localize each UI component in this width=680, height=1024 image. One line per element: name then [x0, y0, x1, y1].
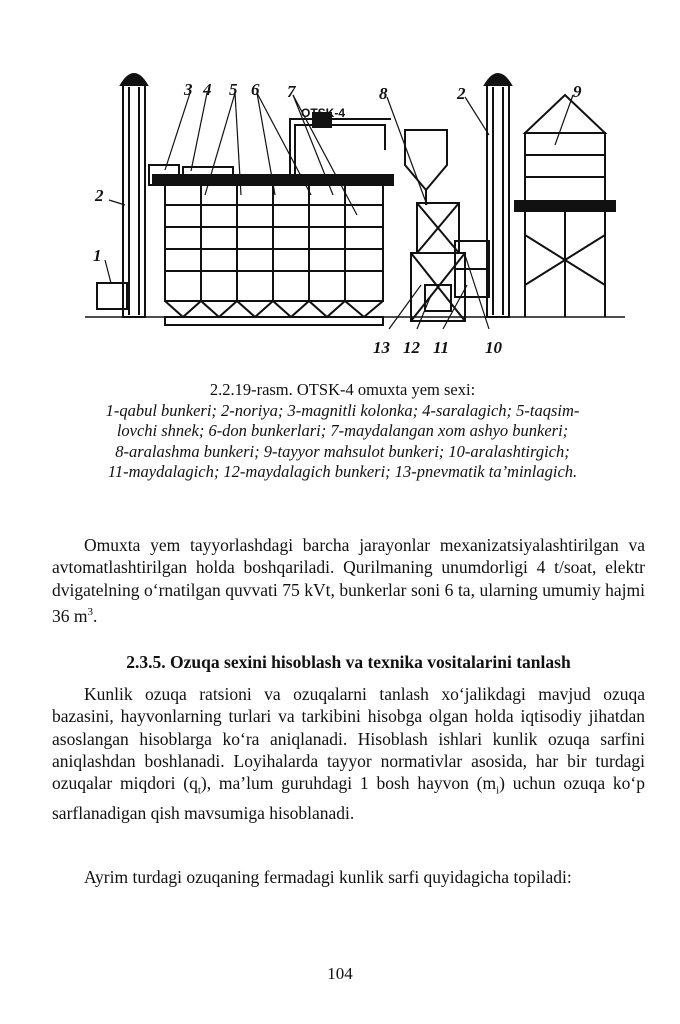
caption-line: lovchi shnek; 6-don bunkerlari; 7-maydalangan xom ashyo bunkeri; [116, 421, 569, 440]
figure-caption [30, 380, 655, 483]
label-2-left: 2 [95, 186, 104, 205]
label-7: 7 [287, 82, 296, 101]
section-heading: 2.3.5. Ozuqa sexini hisoblash va texnika vositalarini tanlash [126, 652, 571, 672]
label-3: 3 [184, 80, 193, 99]
paragraph-1-sup: 3 [87, 605, 93, 618]
label-6: 6 [251, 80, 260, 99]
label-2-right: 2 [457, 84, 466, 103]
paragraph-2-part1: Kunlik ozuqa ratsioni va ozuqalarni tanlash xo‘jalikdagi mavjud ozuqa bazasini, hayvonlarning turlari va tarkibini hisobga olgan holda iqtisodiy jihatdan asoslangan hisoblarga ko‘ra aniqlanadi. Hisoblash ishlari kunlik ozuqa sarfini aniqlashdan boshlanadi. Loyihalarda tayyor normativlar asosida, har bir turdagi ozuqalar miqdori (q [52, 684, 645, 794]
caption-line: 8-aralashma bunkeri; 9-tayyor mahsulot bunkeri; 10-aralashtirgich; [115, 441, 570, 461]
left-elevator [121, 74, 147, 317]
caption-line: 11-maydalagich; 12-maydalagich bunkeri; 13-pnevmatik ta’minlagich. [107, 462, 578, 481]
paragraph-2-part2: ), ma’lum guruhdagi 1 bosh hayvon (m [200, 773, 497, 794]
paragraph-2-sub1: t [197, 784, 201, 797]
page-number: 104 [327, 964, 353, 983]
label-8: 8 [379, 84, 388, 103]
label-12: 12 [403, 338, 420, 357]
otsk4-diagram [85, 55, 625, 367]
grain-bunkers [153, 175, 393, 325]
paragraph-1 [52, 534, 645, 627]
label-9: 9 [573, 82, 582, 101]
label-4: 4 [203, 80, 212, 99]
label-1: 1 [93, 246, 102, 265]
paragraph-3 [52, 866, 645, 888]
label-10: 10 [485, 338, 502, 357]
label-5: 5 [229, 80, 238, 99]
finished-product-bunker [515, 95, 615, 317]
caption-line: 1-qabul bunkeri; 2-noriya; 3-magnitli kolonka; 4-saralagich; 5-taqsim- [105, 400, 580, 420]
paragraph-1-text: Omuxta yem tayyorlashdagi barcha jarayonlar mexanizatsiyalashtirilgan va avtomatlashtirilgan holda boshqariladi. Qurilmaning unumdorligi 4 t/soat, elektr dvigatelning o‘rnatilgan quvvati 75 kVt, bunkerlar soni 6 ta, ularning umumiy hajmi 36 m [52, 535, 645, 626]
paragraph-2 [52, 683, 645, 824]
cyclone [405, 130, 447, 205]
crusher [455, 241, 489, 297]
label-otsk: OTSK-4 [301, 106, 346, 120]
paragraph-2-part3: ) uchun ozuqa ko‘p sarflanadigan qish mavsumiga hisoblanadi. [52, 773, 646, 823]
paragraph-2-sub2: i [496, 784, 500, 797]
label-13: 13 [373, 338, 390, 357]
paragraph-3-text: Ayrim turdagi ozuqaning fermadagi kunlik sarfi quyidagicha topiladi: [84, 867, 572, 887]
paragraph-1-end: . [93, 605, 98, 626]
caption-title: 2.2.19-rasm. OTSK-4 omuxta yem sexi: [209, 380, 476, 399]
label-11: 11 [433, 338, 450, 357]
